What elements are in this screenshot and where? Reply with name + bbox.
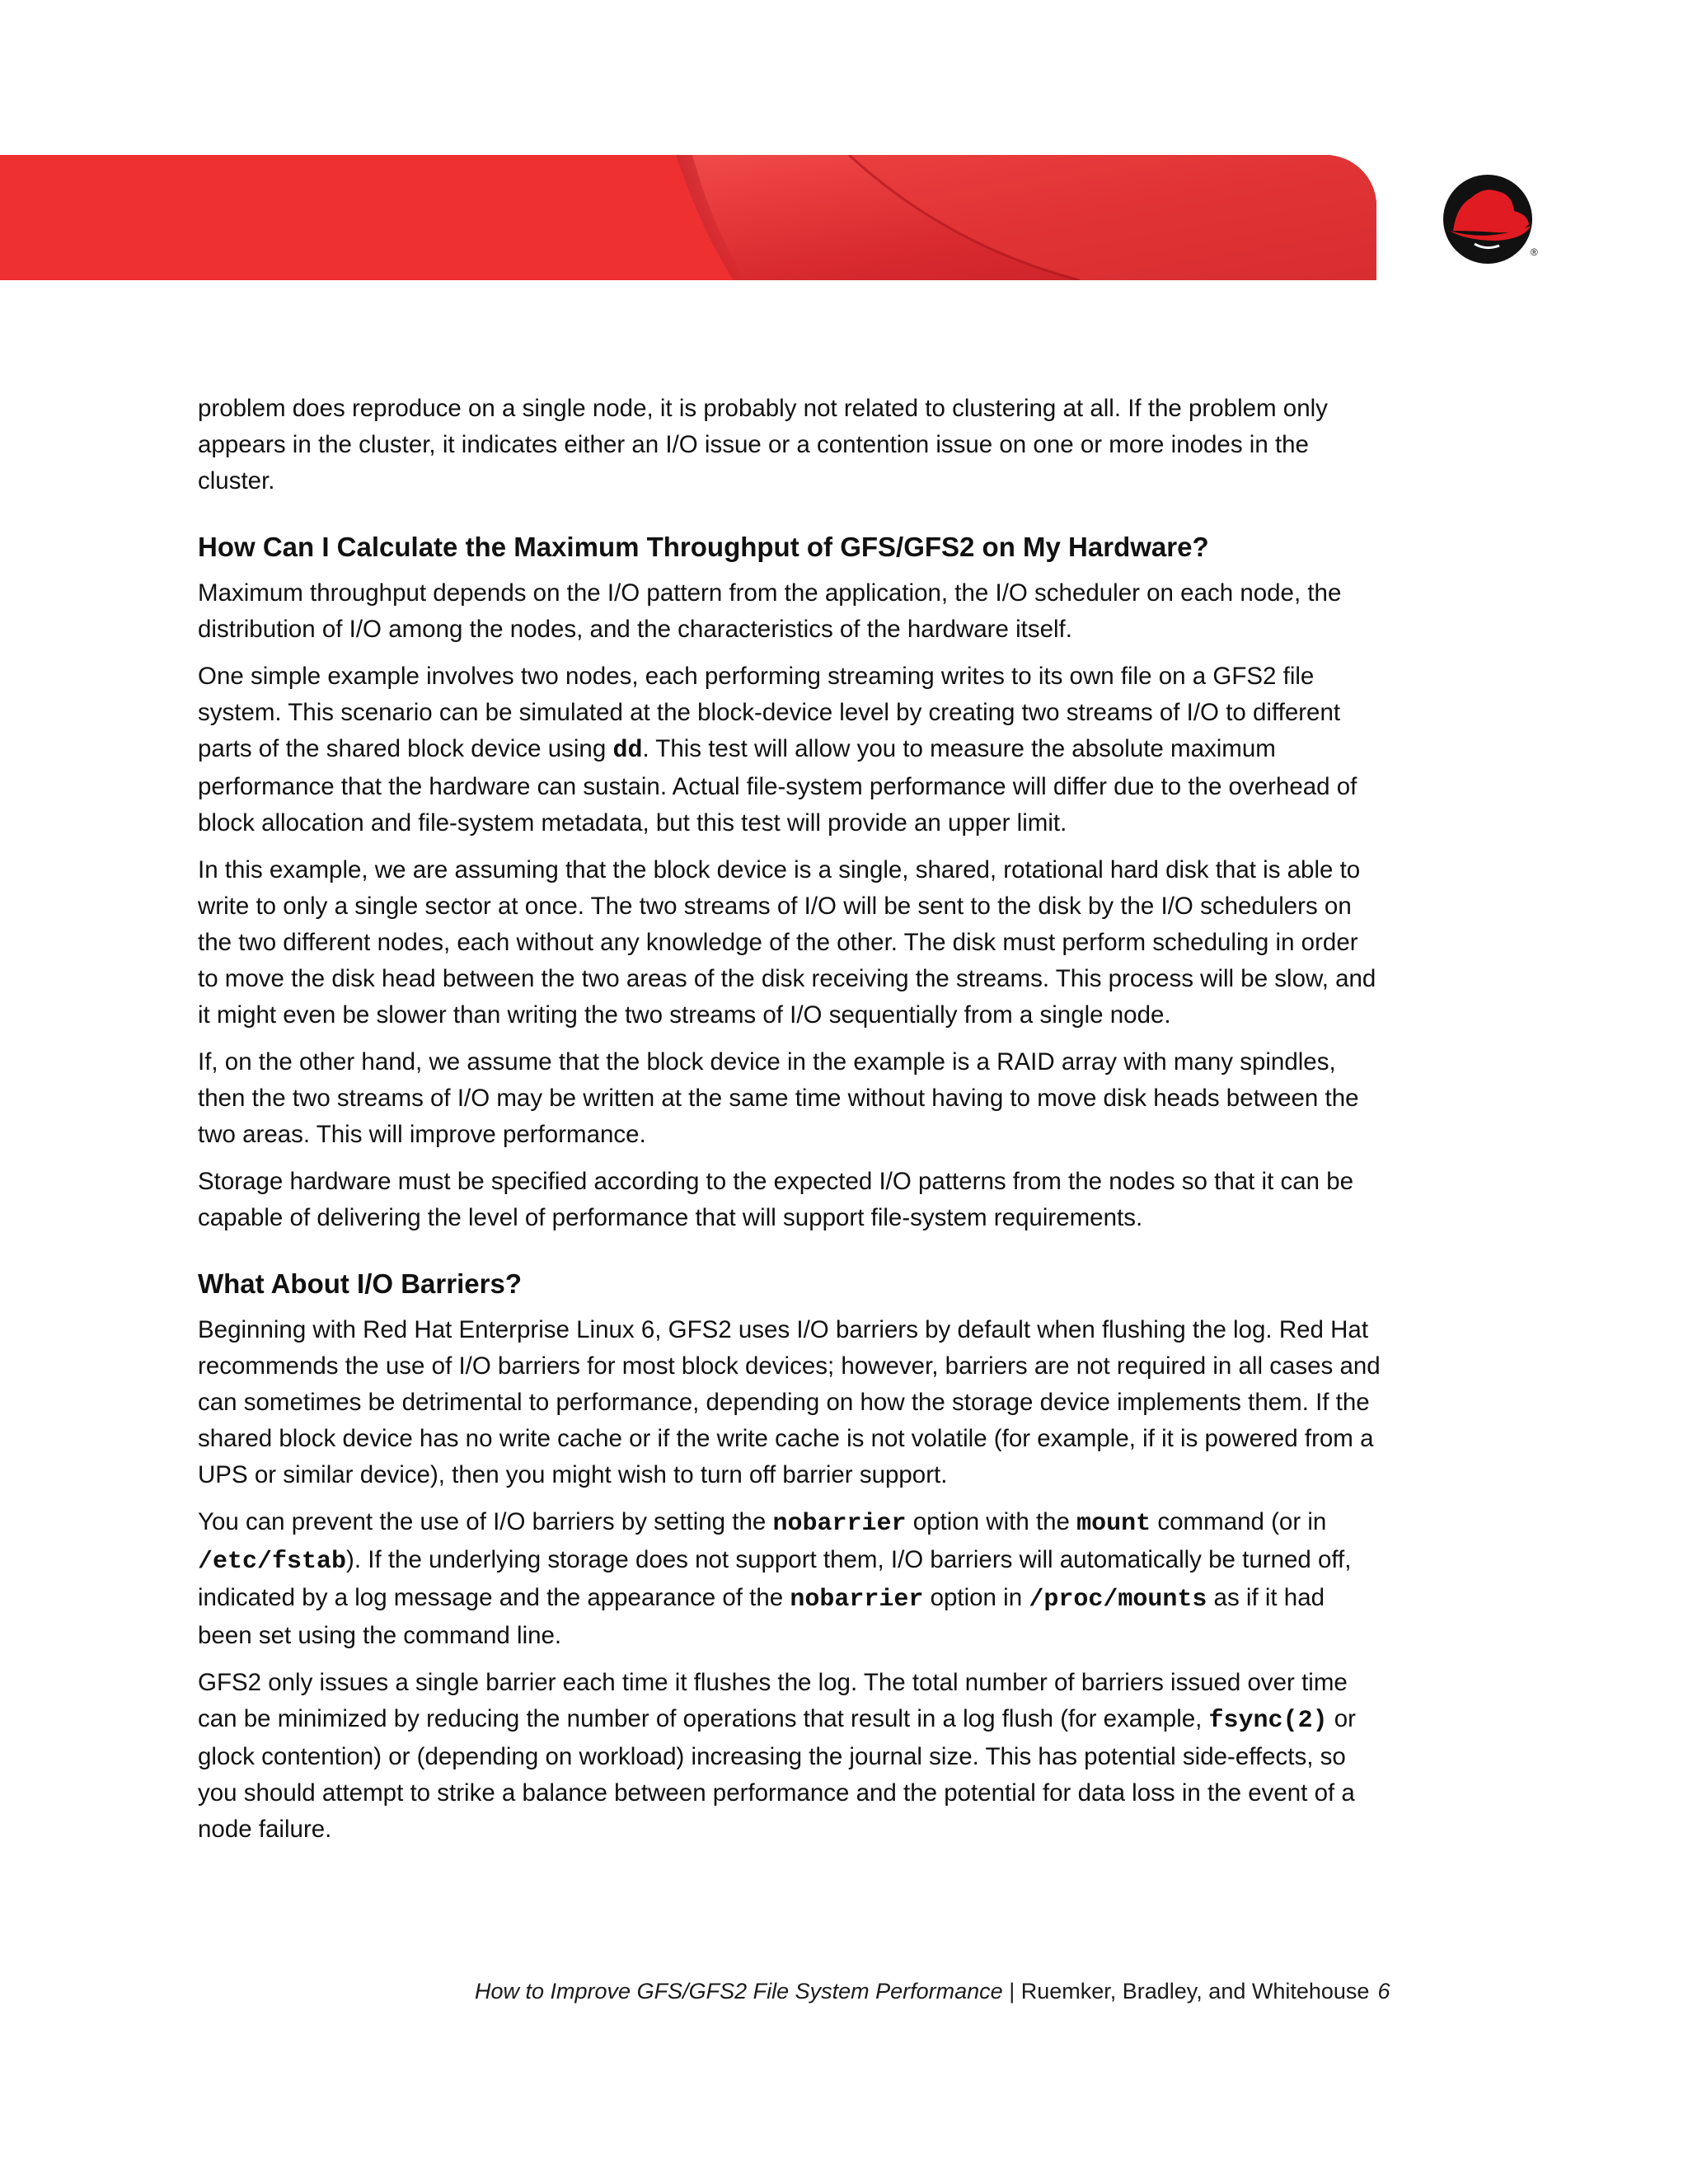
paragraph: Maximum throughput depends on the I/O pattern from the application, the I/O scheduler on each node, the distribution of I/O among the nodes, and the characteristics of the hardware itself. [198, 579, 1342, 643]
banner-swoosh-graphic [0, 155, 1376, 280]
section-heading-throughput: How Can I Calculate the Maximum Throughput of GFS/GFS2 on My Hardware? [198, 532, 1209, 562]
footer-page-number: 6 [1377, 1979, 1390, 2004]
header-banner [0, 155, 1376, 280]
page-footer [475, 1975, 1390, 2008]
paragraph: Beginning with Red Hat Enterprise Linux 6, GFS2 uses I/O barriers by default when flushing the log. Red Hat recommends the use of I/O barriers for most block devices; however, barriers are not required in all cases and can sometimes be detrimental to performance, depending on how the storage device implements them. If the shared block device has no write cache or if the write cache is not volatile (for example, if it is powered from a UPS or similar device), then you might wish to turn off barrier support. [198, 1316, 1381, 1488]
inline-code: dd [612, 737, 643, 765]
footer-authors: Ruemker, Bradley, and Whitehouse [1020, 1979, 1370, 2004]
paragraph: If, on the other hand, we assume that the block device in the example is a RAID array with many spindles, then the two streams of I/O may be written at the same time without having to move disk heads between the two areas. This will improve performance. [198, 1048, 1359, 1148]
article-body [198, 391, 1385, 1858]
section-heading-barriers: What About I/O Barriers? [198, 1268, 522, 1299]
footer-separator: | [1002, 1979, 1021, 2004]
footer-document-title: How to Improve GFS/GFS2 File System Performance [475, 1979, 1003, 2004]
inline-code: /etc/fstab [198, 1548, 347, 1576]
paragraph: In this example, we are assuming that the block device is a single, shared, rotational hard disk that is able to write to only a single sector at once. The two streams of I/O will be sent to the disk by the I/O schedulers on the two different nodes, each without any knowledge of the other. The disk must perform scheduling in order to move the disk head between the two areas of the disk receiving the streams. This process will be slow, and it might even be slower than writing the two streams of I/O sequentially from a single node. [198, 856, 1376, 1029]
paragraph: Storage hardware must be specified according to the expected I/O patterns from the nodes so that it can be capable of delivering the level of performance that will support file-system requirements. [198, 1168, 1354, 1231]
paragraph: One simple example involves two nodes, each performing streaming writes to its own file on a GFS2 file system. This scenario can be simulated at the block-device level by creating two streams of I/O to different parts of the shared block device using dd. This test will allow you to measure the absolute maximum performance that the hardware can sustain. Actual file-system performance will differ due to the overhead of block allocation and file-system metadata, but this test will provide an upper limit. [198, 663, 1357, 837]
inline-code: nobarrier [790, 1586, 924, 1614]
inline-code: nobarrier [772, 1510, 907, 1538]
red-hat-logo [1438, 173, 1545, 264]
paragraph: You can prevent the use of I/O barriers by setting the nobarrier option with the mount command (or in /etc/fstab). If the underlying storage does not support them, I/O barriers will automatically be turned off, indicated by a log message and the appearance of the nobarrier option in /proc/mounts as if it had been set using the command line. [198, 1508, 1352, 1649]
paragraph: GFS2 only issues a single barrier each time it flushes the log. The total number of barriers issued over time can be minimized by reducing the number of operations that result in a log flush (for example, fsync(2) or glock contention) or (depending on workload) increasing the journal size. This has potential side-effects, so you should attempt to strike a balance between performance and the potential for data loss in the event of a node failure. [198, 1669, 1357, 1843]
inline-code: fsync(2) [1208, 1707, 1328, 1735]
red-hat-shadowman-icon [1438, 173, 1545, 264]
inline-code: mount [1076, 1510, 1151, 1538]
registered-mark: ® [1531, 246, 1538, 258]
inline-code: /proc/mounts [1029, 1586, 1207, 1614]
paragraph: problem does reproduce on a single node, it is probably not related to clustering at all. If the problem only appears in the cluster, it indicates either an I/O issue or a contention issue on one or more inodes in the cluster. [198, 395, 1328, 494]
